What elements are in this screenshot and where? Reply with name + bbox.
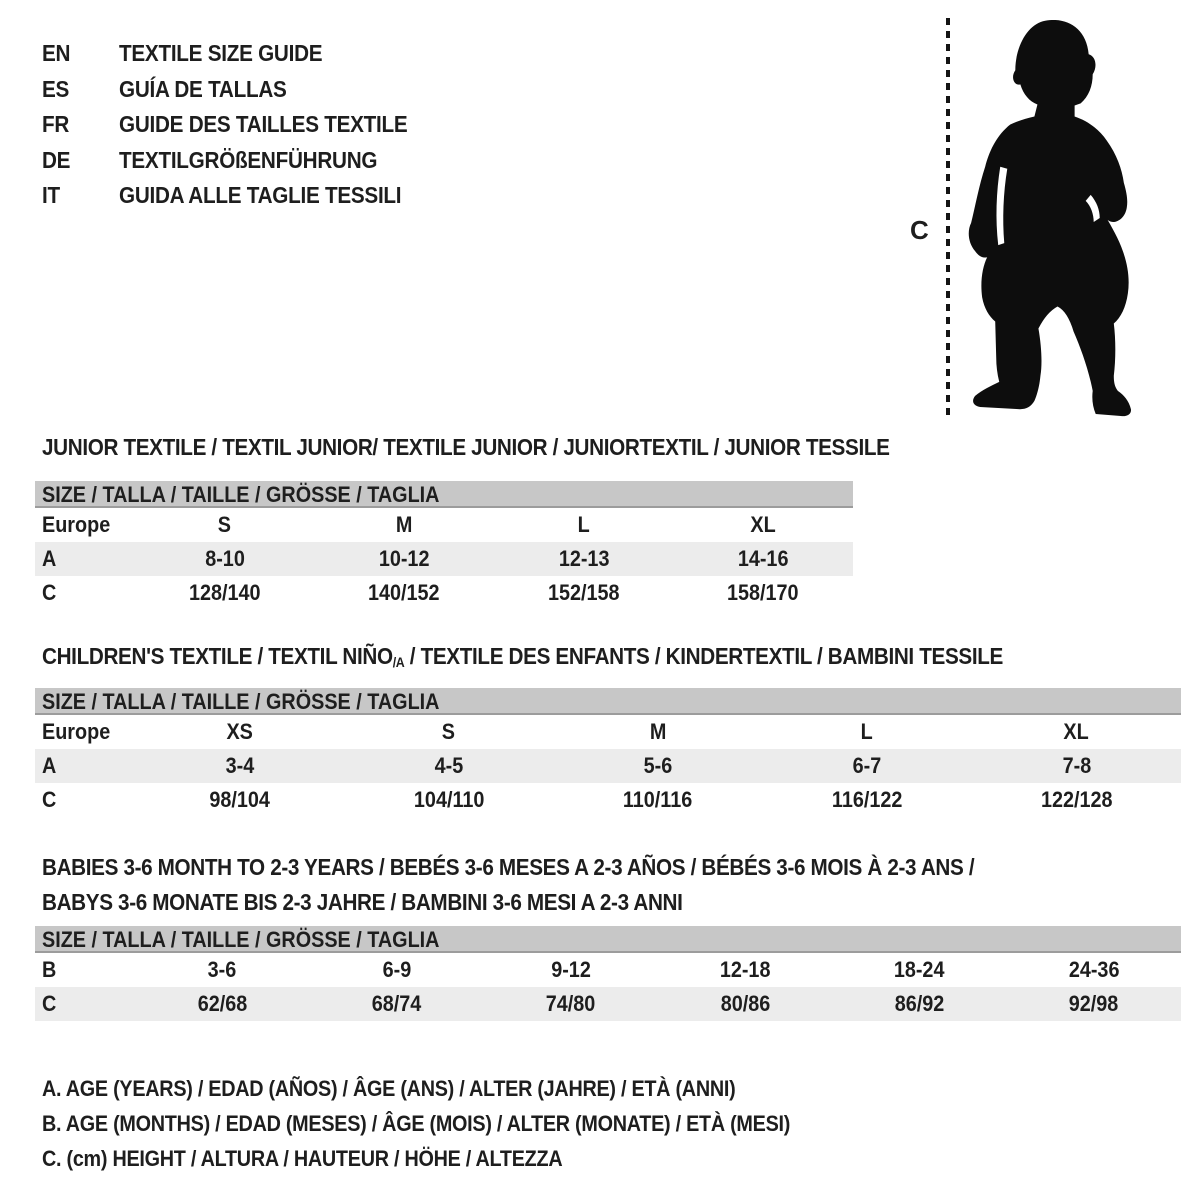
size-cell: XL: [1063, 719, 1090, 744]
table-row-a: [35, 542, 853, 576]
size-cell: XS: [226, 719, 253, 744]
language-list: [42, 36, 440, 214]
size-header-band: SIZE / TALLA / TAILLE / GRÖSSE / TAGLIA: [35, 926, 1181, 953]
size-cell: 3-4: [225, 753, 254, 778]
language-row-en: [42, 36, 440, 72]
size-cell: S: [442, 719, 456, 744]
legend-line-a: A. AGE (YEARS) / EDAD (AÑOS) / ÂGE (ANS) / ALTER (JAHRE) / ETÀ (ANNI): [42, 1076, 736, 1101]
size-cell: XL: [750, 512, 776, 537]
height-measure-line: [944, 16, 952, 418]
children-size-table: [35, 688, 1181, 817]
language-label: GUÍA DE TALLAS: [119, 75, 287, 102]
row-label: A: [42, 546, 57, 571]
size-header-band: SIZE / TALLA / TAILLE / GRÖSSE / TAGLIA: [35, 481, 853, 508]
size-cell: 74/80: [546, 991, 596, 1016]
language-code: DE: [42, 146, 71, 173]
junior-section-title: JUNIOR TEXTILE / TEXTIL JUNIOR/ TEXTILE JUNIOR / JUNIORTEXTIL / JUNIOR TESSILE: [42, 434, 890, 460]
size-cell: 6-9: [382, 957, 411, 982]
size-cell: 86/92: [894, 991, 945, 1016]
size-cell: 18-24: [894, 957, 945, 982]
size-cell: 68/74: [371, 991, 422, 1016]
language-code: EN: [42, 40, 71, 67]
nino-a-subscript: /A: [392, 654, 405, 670]
size-cell: 128/140: [188, 580, 261, 605]
size-cell: 12-18: [719, 957, 771, 982]
table-row-c: [35, 987, 1181, 1021]
language-label: GUIDA ALLE TAGLIE TESSILI: [119, 182, 402, 209]
size-cell: 8-10: [204, 546, 245, 571]
size-cell: L: [861, 719, 874, 744]
row-label: C: [42, 787, 57, 812]
row-label: C: [42, 580, 57, 605]
language-code: FR: [42, 111, 70, 138]
table-row-c: [35, 783, 1181, 817]
legend-line-c: C. (cm) HEIGHT / ALTURA / HAUTEUR / HÖHE / ALTEZZA: [42, 1146, 563, 1171]
table-row-a: [35, 749, 1181, 783]
size-cell: 98/104: [209, 787, 270, 812]
row-label: Europe: [42, 512, 111, 537]
size-cell: 158/170: [727, 580, 800, 605]
junior-size-table: [35, 481, 853, 610]
size-cell: M: [649, 719, 667, 744]
size-cell: 9-12: [550, 957, 591, 982]
size-header-band: SIZE / TALLA / TAILLE / GRÖSSE / TAGLIA: [35, 688, 1181, 715]
row-label: Europe: [42, 719, 111, 744]
size-cell: 152/158: [547, 580, 620, 605]
size-cell: 5-6: [643, 753, 673, 778]
row-label: B: [42, 957, 57, 982]
size-cell: 4-5: [434, 753, 464, 778]
language-label: TEXTILGRÖßENFÜHRUNG: [119, 146, 378, 173]
row-label: C: [42, 991, 57, 1016]
table-row-europe: [35, 715, 1181, 749]
legend: [42, 1071, 873, 1176]
language-code: IT: [42, 182, 60, 209]
baby-silhouette: [963, 16, 1141, 418]
table-row-b: [35, 953, 1181, 987]
size-cell: 92/98: [1069, 991, 1119, 1016]
size-cell: 104/110: [413, 787, 485, 812]
language-row-it: [42, 178, 440, 214]
size-cell: 116/122: [831, 787, 903, 812]
height-measure-label: C: [910, 215, 929, 245]
size-cell: 12-13: [558, 546, 610, 571]
language-label: TEXTILE SIZE GUIDE: [119, 40, 323, 67]
legend-line-b: B. AGE (MONTHS) / EDAD (MESES) / ÂGE (MOIS) / ALTER (MONATE) / ETÀ (MESI): [42, 1111, 791, 1136]
size-cell: M: [395, 512, 413, 537]
size-cell: L: [577, 512, 590, 537]
size-cell: 110/116: [623, 787, 693, 812]
size-cell: 14-16: [737, 546, 789, 571]
language-row-de: [42, 143, 440, 179]
babies-size-table: [35, 926, 1181, 1021]
size-cell: 6-7: [852, 753, 882, 778]
language-label: GUIDE DES TAILLES TEXTILE: [119, 111, 408, 138]
size-cell: 10-12: [378, 546, 430, 571]
size-cell: 122/128: [1040, 787, 1113, 812]
language-row-fr: [42, 107, 440, 143]
babies-section-title: BABIES 3-6 MONTH TO 2-3 YEARS / BEBÉS 3-6 MESES A 2-3 AÑOS / BÉBÉS 3-6 MOIS À 2-3 ANS / BABYS 3-6 MONATE BIS 2-3 JAHRE / BAMBINI 3-6 MESI A 2-3 ANNI: [42, 854, 975, 915]
table-row-c: [35, 576, 853, 610]
size-cell: 7-8: [1062, 753, 1091, 778]
children-section-title: CHILDREN'S TEXTILE / TEXTIL NIÑO/A / TEXTILE DES ENFANTS / KINDERTEXTIL / BAMBINI TESSILE: [42, 643, 1003, 670]
size-cell: 62/68: [197, 991, 247, 1016]
language-row-es: [42, 72, 440, 108]
table-row-europe: [35, 508, 853, 542]
size-cell: 3-6: [207, 957, 237, 982]
language-code: ES: [42, 75, 70, 102]
size-cell: 80/86: [720, 991, 770, 1016]
row-label: A: [42, 753, 57, 778]
size-cell: 24-36: [1068, 957, 1120, 982]
size-cell: S: [218, 512, 232, 537]
size-cell: 140/152: [368, 580, 441, 605]
